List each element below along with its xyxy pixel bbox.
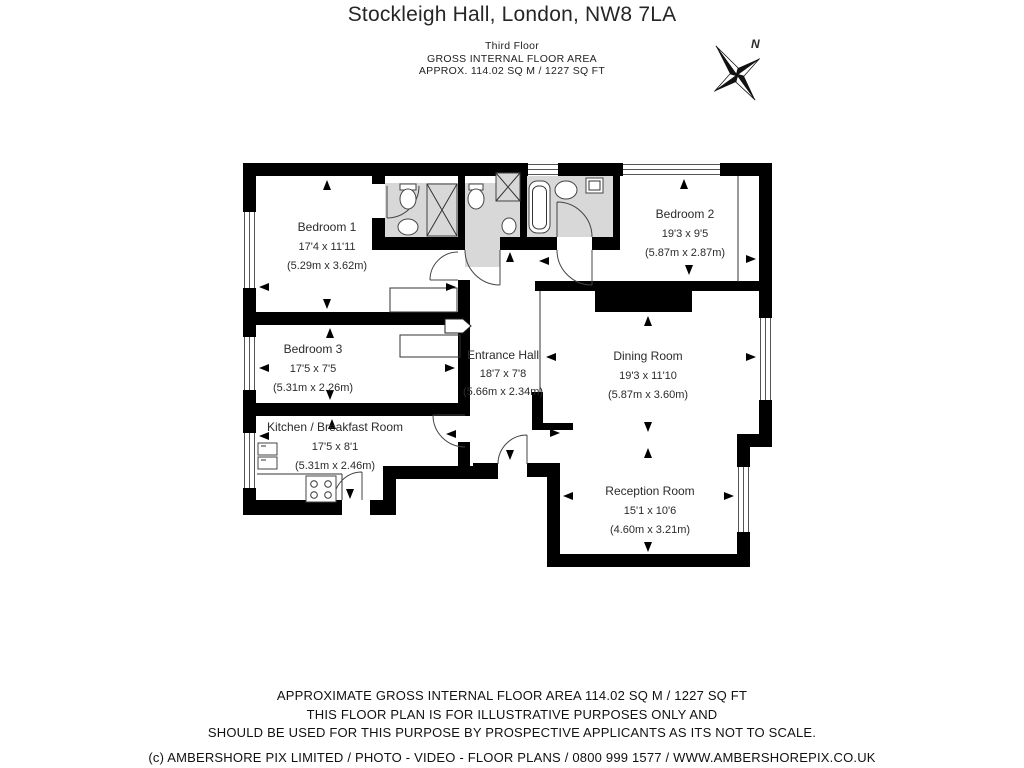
room-label-dining-room [608,349,688,401]
window-left-kitchen [245,433,255,488]
door-bedroom1 [430,252,458,280]
window-top-bedroom2 [623,165,720,175]
svg-text:17'4 x 11'11: 17'4 x 11'11 [298,241,356,253]
door-bathroom-hall [557,250,592,285]
svg-text:(5.87m x 2.87m): (5.87m x 2.87m) [644,247,726,259]
kitchen-sink-icon [258,443,277,469]
closet-bedroom1 [390,288,457,312]
room-label-bedroom-3 [273,342,353,394]
compass-north-label: N [751,37,760,51]
door-kitchen-rear [334,472,362,500]
svg-text:Dining Room: Dining Room [613,349,683,363]
disclaimer-line-2: THIS FLOOR PLAN IS FOR ILLUSTRATIVE PURPOSES ONLY AND [306,706,718,722]
window-right-dining [761,318,771,400]
stove-icon [306,476,336,502]
shower-icon [427,184,457,236]
svg-text:(5.29m x 3.62m): (5.29m x 3.62m) [286,260,368,272]
room-label-bedroom-1 [287,220,367,272]
svg-text:Kitchen / Breakfast Room: Kitchen / Breakfast Room [266,420,404,434]
toilet-icon [555,181,577,199]
svg-text:(5.31m x 2.26m): (5.31m x 2.26m) [272,382,354,394]
svg-text:(5.31m x 2.46m): (5.31m x 2.46m) [294,460,376,472]
closet-bedroom3 [400,335,460,357]
door-reception [498,435,527,464]
room-label-kitchen [267,420,403,472]
svg-text:Bedroom 3: Bedroom 3 [283,342,343,356]
bathtub-icon [529,181,550,233]
svg-text:Bedroom 1: Bedroom 1 [297,220,357,234]
svg-text:17'5 x 7'5: 17'5 x 7'5 [289,363,337,375]
copyright-credit: (c) AMBERSHORE PIX LIMITED / PHOTO - VIDEO - FLOOR PLANS / 0800 999 1577 / WWW.AMBERSHOREPIX.CO.UK [148,750,876,765]
shower-icon [496,173,520,201]
window-left-bedroom1 [245,212,255,288]
sink-icon [398,219,418,235]
svg-text:(5.87m x 3.60m): (5.87m x 3.60m) [607,389,689,401]
room-label-reception-room [605,484,694,536]
svg-text:18'7 x 7'8: 18'7 x 7'8 [479,368,527,380]
window-right-reception [739,467,749,532]
approx-area-label: APPROX. 114.02 SQ M / 1227 SQ FT [418,65,606,77]
svg-text:19'3 x 11'10: 19'3 x 11'10 [619,370,677,382]
page-title: Stockleigh Hall, London, NW8 7LA [347,3,677,26]
svg-text:Reception Room: Reception Room [605,484,695,498]
svg-text:Entrance Hall: Entrance Hall [466,348,540,362]
disclaimer-line-1: APPROXIMATE GROSS INTERNAL FLOOR AREA 114.02 SQ M / 1227 SQ FT [276,688,748,703]
disclaimer-text [0,687,1024,743]
room-label-entrance-hall [463,348,543,398]
svg-text:(5.66m x 2.34m): (5.66m x 2.34m) [462,386,544,398]
sink-icon [586,178,603,193]
room-label-bedroom-2 [645,207,725,259]
gross-area-label: GROSS INTERNAL FLOOR AREA [427,52,597,65]
floor-label: Third Floor [484,40,540,52]
window-left-bedroom3 [245,337,255,390]
svg-text:19'3 x 9'5: 19'3 x 9'5 [661,228,709,240]
svg-text:17'5 x 8'1: 17'5 x 8'1 [311,441,359,453]
disclaimer-line-3: SHOULD BE USED FOR THIS PURPOSE BY PROSPECTIVE APPLICANTS AS ITS NOT TO SCALE. [207,725,817,740]
sink-icon [502,218,516,234]
compass-icon [693,29,778,116]
svg-text:(4.60m x 3.21m): (4.60m x 3.21m) [609,524,691,536]
svg-text:15'1 x 10'6: 15'1 x 10'6 [623,505,677,517]
window-top-wc [528,165,558,175]
svg-text:Bedroom 2: Bedroom 2 [655,207,715,221]
